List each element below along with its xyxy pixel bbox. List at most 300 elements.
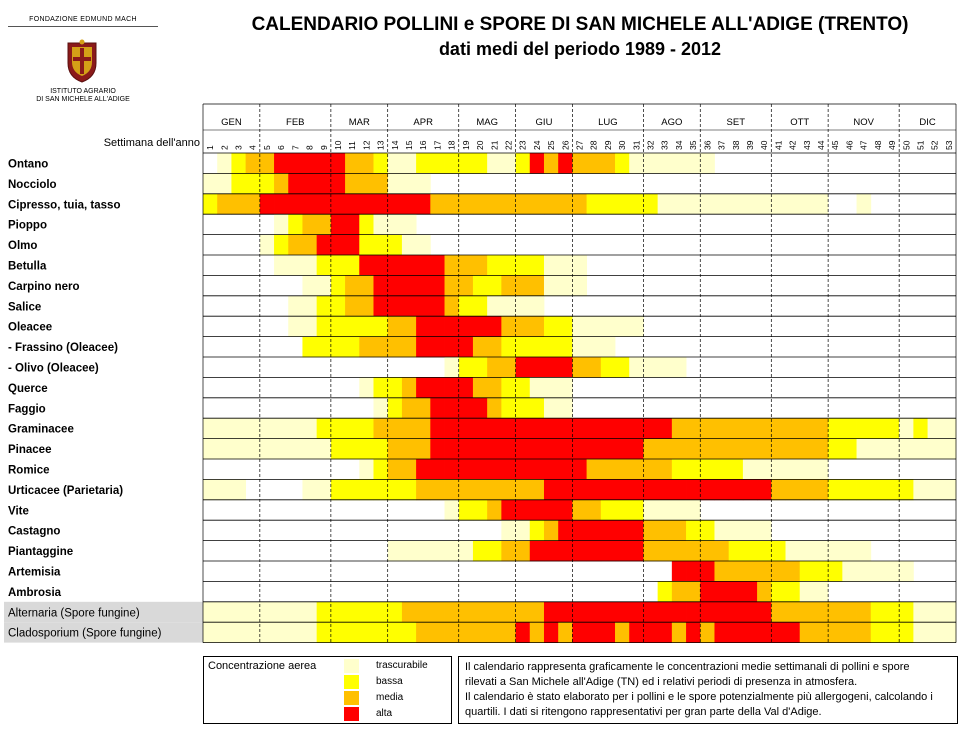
heat-cell [459,255,474,276]
month-label: DIC [919,117,936,128]
heat-cell [928,622,943,643]
heat-cell [445,377,460,398]
heat-cell [686,541,701,562]
heat-cell [558,398,573,419]
taxon-label: Salice [8,301,42,314]
heat-cell [459,602,474,623]
heat-cell [388,418,403,439]
heat-cell [928,479,943,500]
heat-cell [359,439,374,460]
heat-cell [402,316,417,337]
heat-cell [331,337,346,358]
heat-cell [416,377,431,398]
heat-cell [899,479,914,500]
heat-cell [643,500,658,521]
institute-line-1: ISTITUTO AGRARIO [50,88,116,95]
heat-cell [757,581,772,602]
heat-cell [743,622,758,643]
heat-cell [700,194,715,215]
heat-cell [572,479,587,500]
heat-cell [288,235,303,256]
heat-cell [686,602,701,623]
heat-cell [714,541,729,562]
heat-cell [814,622,829,643]
heat-cell [388,214,403,235]
heat-cell [501,541,516,562]
heat-cell [601,418,616,439]
heat-cell [544,439,559,460]
heat-cell [501,296,516,317]
heat-cell [558,357,573,378]
heat-cell [814,194,829,215]
week-label: 29 [602,140,613,150]
heat-cell [601,541,616,562]
heat-cell [246,153,261,174]
heat-cell [544,275,559,296]
heat-cell [416,459,431,480]
heat-cell [402,153,417,174]
heat-cell [288,439,303,460]
heat-cell [516,377,531,398]
heat-cell [373,296,388,317]
heat-cell [302,316,317,337]
heat-cell [487,418,502,439]
heat-cell [445,275,460,296]
heat-cell [544,255,559,276]
heat-cell [430,194,445,215]
heat-cell [501,439,516,460]
heat-cell [345,296,360,317]
heat-cell [516,459,531,480]
heat-cell [544,602,559,623]
heat-cell [246,173,261,194]
heat-cell [530,520,545,541]
heat-cell [359,337,374,358]
heat-cell [871,418,886,439]
heat-cell [729,459,744,480]
heat-cell [288,194,303,215]
heat-cell [388,377,403,398]
month-label: AGO [661,117,683,128]
heat-cell [729,194,744,215]
heat-cell [828,479,843,500]
legend-label-media: media [376,692,404,703]
heat-cell [373,275,388,296]
heat-cell [601,153,616,174]
note-line-3: Il calendario è stato elaborato per i pollini e le spore potenzialmente più allergogeni, calcolando i [465,691,933,703]
heat-cell [786,459,801,480]
heat-cell [388,622,403,643]
heat-cell [544,418,559,439]
heat-cell [686,622,701,643]
note-line-4: quartili. I dati si ritengono rappresentativi per gran parte della Val d'Adige. [465,706,822,718]
heat-cell [800,194,815,215]
heat-cell [842,602,857,623]
heat-cell [587,194,602,215]
heat-cell [587,479,602,500]
heat-cell [501,459,516,480]
heat-cell [274,255,289,276]
heat-cell [572,541,587,562]
heat-cell [558,459,573,480]
taxon-label: Vite [8,505,29,518]
heat-cell [203,173,218,194]
heat-cell [459,316,474,337]
heat-cell [601,194,616,215]
legend-swatch-trascurabile [344,659,359,673]
heat-cell [274,235,289,256]
heat-cell [786,418,801,439]
heat-cell [388,235,403,256]
heat-cell [672,439,687,460]
heat-cell [516,622,531,643]
heat-cell [373,194,388,215]
week-label: 7 [290,145,301,150]
taxon-label: Alternaria (Spore fungine) [8,607,140,620]
heat-cell [359,459,374,480]
week-label: 49 [887,140,898,150]
heat-cell [459,541,474,562]
heat-cell [501,153,516,174]
heat-cell [530,377,545,398]
heat-cell [487,541,502,562]
heat-cell [558,255,573,276]
heat-cell [686,561,701,582]
heat-cell [572,153,587,174]
foundation-name: FONDAZIONE EDMUND MACH [8,16,158,27]
heat-cell [359,622,374,643]
heat-cell [913,602,928,623]
heat-cell [445,602,460,623]
heat-cell [231,153,246,174]
heat-cell [231,418,246,439]
heat-cell [487,622,502,643]
heat-cell [430,275,445,296]
week-label: 17 [432,140,443,150]
month-label: FEB [286,117,305,128]
heat-cell [672,520,687,541]
heat-cell [331,418,346,439]
heat-cell [331,194,346,215]
heat-cell [857,541,872,562]
heat-cell [743,479,758,500]
heat-cell [445,357,460,378]
heat-cell [331,439,346,460]
heat-cell [544,194,559,215]
heat-cell [700,541,715,562]
heat-cell [345,235,360,256]
heat-cell [601,357,616,378]
heat-cell [643,153,658,174]
taxon-label: Pinacee [8,444,52,457]
heat-cell [658,520,673,541]
heat-cell [942,622,957,643]
week-label: 41 [773,140,784,150]
heat-cell [445,316,460,337]
week-label: 28 [588,140,599,150]
heat-cell [487,439,502,460]
heat-cell [828,602,843,623]
heat-cell [317,479,332,500]
heat-cell [686,479,701,500]
heat-cell [530,275,545,296]
heat-cell [558,316,573,337]
heat-cell [516,275,531,296]
heat-cell [402,398,417,419]
heat-cell [317,194,332,215]
heat-cell [530,194,545,215]
heat-cell [828,541,843,562]
heat-cell [672,194,687,215]
heat-cell [729,581,744,602]
heat-cell [345,622,360,643]
heat-cell [771,561,786,582]
heat-cell [572,622,587,643]
heat-cell [317,153,332,174]
heat-cell [445,194,460,215]
heat-cell [373,398,388,419]
heat-cell [714,418,729,439]
heat-cell [373,235,388,256]
heat-cell [416,337,431,358]
week-label: 23 [517,140,528,150]
heat-cell [288,418,303,439]
heat-cell [473,255,488,276]
heat-cell [643,520,658,541]
note-line-1: Il calendario rappresenta graficamente le concentrazioni medie settimanali di pollini e spore [465,661,910,673]
heat-cell [345,337,360,358]
heat-cell [828,439,843,460]
heat-cell [672,500,687,521]
heat-cell [416,173,431,194]
heat-cell [345,255,360,276]
heat-cell [473,500,488,521]
heat-cell [459,418,474,439]
heat-cell [913,418,928,439]
heat-cell [530,602,545,623]
heat-cell [487,602,502,623]
heat-cell [231,439,246,460]
heat-cell [771,194,786,215]
heat-cell [743,459,758,480]
heat-cell [800,418,815,439]
heat-cell [601,622,616,643]
heat-cell [700,153,715,174]
heat-cell [544,377,559,398]
heat-cell [359,316,374,337]
heat-cell [345,439,360,460]
heat-cell [544,541,559,562]
heat-cell [445,255,460,276]
heat-cell [317,275,332,296]
heat-cell [302,214,317,235]
chart-subtitle: dati medi del periodo 1989 - 2012 [438,39,722,59]
heat-cell [359,255,374,276]
heat-cell [700,459,715,480]
heat-cell [203,418,218,439]
heat-cell [246,418,261,439]
heat-cell [430,439,445,460]
heat-cell [629,602,644,623]
week-label: 14 [389,140,400,150]
heat-cell [217,173,232,194]
heat-cell [274,194,289,215]
heat-cell [714,459,729,480]
heat-cell [402,459,417,480]
heat-cell [231,194,246,215]
heat-cell [857,479,872,500]
heat-cell [601,337,616,358]
heat-cell [658,357,673,378]
heat-cell [416,316,431,337]
legend-label-bassa: bassa [376,676,403,687]
heat-cell [388,296,403,317]
week-label: 1 [205,145,216,150]
heat-cell [317,602,332,623]
heat-cell [373,153,388,174]
heat-cell [899,561,914,582]
heat-cell [246,602,261,623]
taxon-label: Romice [8,464,50,477]
heat-cell [814,561,829,582]
heat-cell [203,602,218,623]
heat-cell [274,602,289,623]
heat-cell [516,398,531,419]
month-label: SET [726,117,746,128]
heat-cell [459,357,474,378]
heat-cell [260,622,275,643]
heat-cell [629,479,644,500]
heat-cell [587,337,602,358]
heat-cell [359,377,374,398]
heat-cell [558,194,573,215]
heat-cell [558,439,573,460]
heat-cell [629,357,644,378]
heat-cell [487,500,502,521]
heat-cell [501,418,516,439]
heat-cell [800,479,815,500]
heat-cell [743,194,758,215]
month-label: NOV [853,117,874,128]
heat-cell [359,602,374,623]
heat-cell [430,255,445,276]
heat-cell [359,194,374,215]
heat-cell [629,194,644,215]
heat-cell [487,316,502,337]
heat-cell [757,622,772,643]
explanation-note [458,656,958,724]
heat-cell [800,581,815,602]
heat-cell [459,439,474,460]
heat-cell [288,602,303,623]
heat-cell [217,602,232,623]
heat-cell [402,377,417,398]
heat-cell [402,337,417,358]
heat-cell [530,459,545,480]
heat-cell [217,622,232,643]
heat-cell [643,194,658,215]
heat-cell [615,194,630,215]
heat-cell [388,602,403,623]
heat-cell [729,418,744,439]
heat-cell [445,541,460,562]
heat-cell [203,439,218,460]
heat-cell [587,541,602,562]
heat-cell [615,622,630,643]
heat-cell [217,153,232,174]
heat-cell [615,357,630,378]
heat-cell [430,398,445,419]
heat-cell [473,398,488,419]
heat-cell [288,296,303,317]
heat-cell [317,622,332,643]
heat-cell [402,602,417,623]
heat-cell [686,153,701,174]
heat-cell [430,459,445,480]
heat-cell [913,439,928,460]
heat-cell [572,357,587,378]
heat-cell [260,602,275,623]
heat-cell [885,561,900,582]
heat-cell [899,602,914,623]
heat-cell [743,581,758,602]
heat-cell [757,194,772,215]
heat-cell [473,194,488,215]
heat-cell [516,296,531,317]
heat-cell [445,153,460,174]
taxon-label: Graminacee [8,423,74,436]
heat-cell [302,275,317,296]
heat-cell [700,479,715,500]
heat-cell [544,459,559,480]
week-label: 27 [574,140,585,150]
week-label: 8 [304,145,315,150]
heat-cell [786,581,801,602]
heat-cell [516,602,531,623]
heat-cell [601,602,616,623]
heat-cell [530,357,545,378]
heat-cell [345,479,360,500]
heat-cell [388,275,403,296]
heat-cell [530,541,545,562]
heat-cell [345,275,360,296]
week-label: 35 [688,140,699,150]
heat-cell [430,153,445,174]
heat-cell [729,602,744,623]
heat-cell [445,479,460,500]
heat-cell [615,316,630,337]
heat-cell [416,602,431,623]
heat-cell [459,275,474,296]
heat-cell [359,173,374,194]
heat-cell [473,316,488,337]
heat-cell [459,337,474,358]
heat-cell [402,235,417,256]
heat-cell [501,520,516,541]
heat-cell [587,439,602,460]
heat-cell [430,602,445,623]
heat-cell [757,561,772,582]
week-label: 33 [659,140,670,150]
heat-cell [885,602,900,623]
heat-cell [857,439,872,460]
legend-caption: Concentrazione aerea [208,660,317,672]
week-label: 47 [858,140,869,150]
heat-cell [786,561,801,582]
heat-cell [345,194,360,215]
heat-cell [459,500,474,521]
heat-cell [516,194,531,215]
